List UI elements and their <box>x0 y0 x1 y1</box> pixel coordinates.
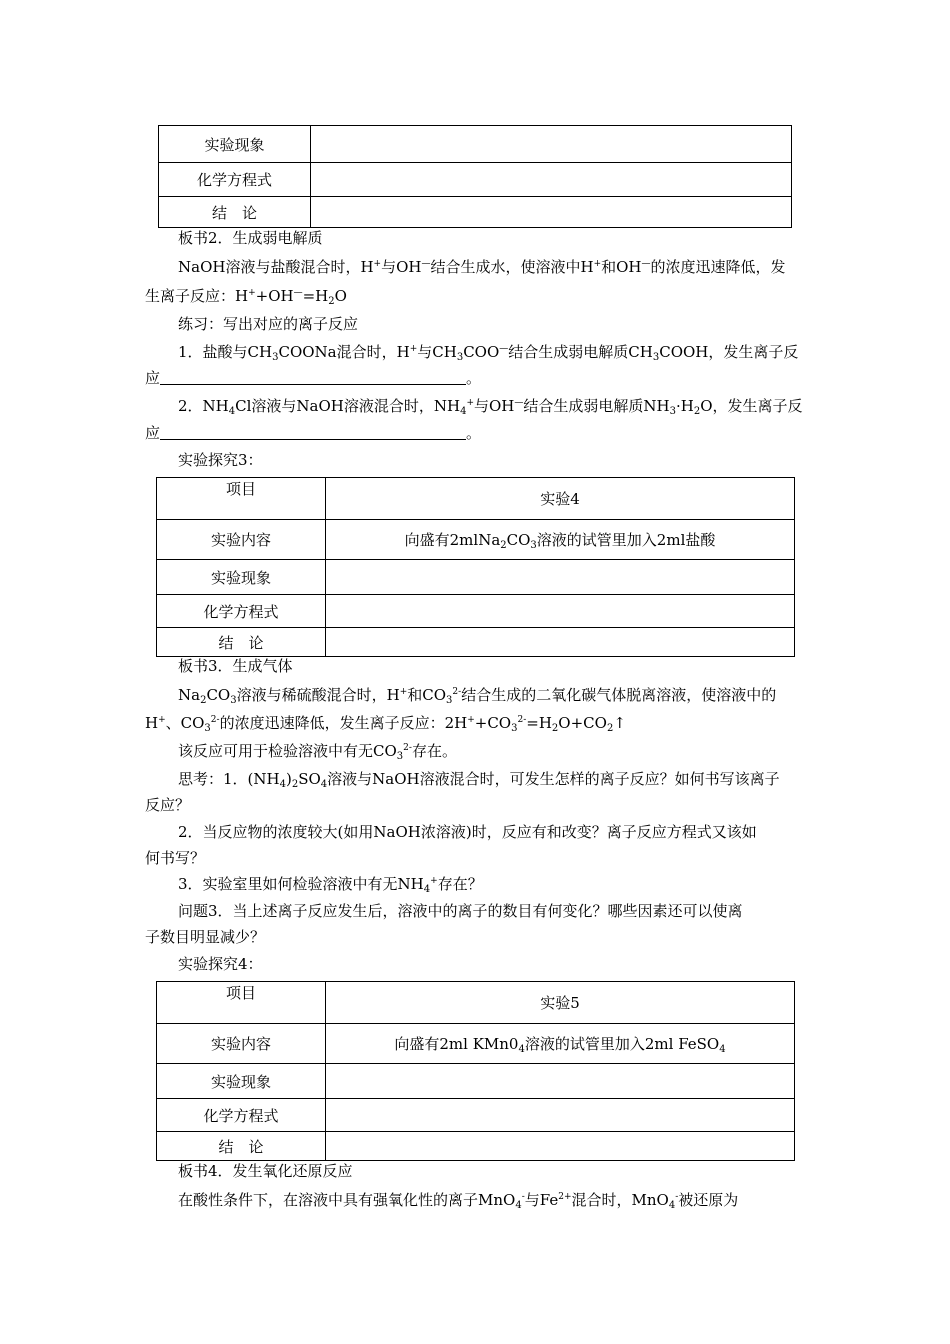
think-question-3: 3．实验室里如何检验溶液中有无$NH_4^+$存在？ <box>178 875 483 895</box>
table-label-conclusion: 结 论 <box>157 628 326 657</box>
experiment-table-2 <box>156 477 795 657</box>
paragraph-line: NaOH溶液与盐酸混合时，H+与OH—结合生成水，使溶液中H+和OH—的浓度迅速降低，发 <box>178 258 786 276</box>
experiment-table-1 <box>158 125 792 228</box>
table-cell-empty <box>326 1064 795 1099</box>
table-label-conclusion: 结 论 <box>159 197 311 228</box>
exercise-2-answer-line: 应 。 <box>145 424 482 442</box>
paragraph-line: H+、$CO_3^{2-}$的浓度迅速降低，发生离子反应：$2H^++CO_3^{2-}=H_2O+CO_2↑$ <box>145 714 626 734</box>
table-cell-content: 向盛有2ml $KMn0_4$溶液的试管里加入2ml FeSO$_4$ <box>326 1024 795 1064</box>
table-label-equation: 化学方程式 <box>159 163 311 197</box>
experiment-table-3 <box>156 981 795 1161</box>
answer-blank[interactable] <box>160 368 466 385</box>
board-heading-4: 板书4．发生氧化还原反应 <box>178 1162 353 1180</box>
think-question-1: 思考：1．$(NH_4)_2SO_4$溶液与NaOH溶液混合时，可发生怎样的离子反应？如何书写该离子 <box>178 770 780 790</box>
table-label-content: 实验内容 <box>157 1024 326 1064</box>
table-cell-empty <box>326 560 795 595</box>
paragraph-line: $Na_2CO_3$溶液与稀硫酸混合时，H+和$CO_3^{2-}$结合生成的二氧化碳气体脱离溶液，使溶液中的 <box>178 686 777 706</box>
table-label-phenomenon: 实验现象 <box>159 126 311 163</box>
paragraph-line: 子数目明显减少？ <box>145 928 266 946</box>
table-header-experiment: 实验4 <box>326 478 795 520</box>
explore-heading-4: 实验探究4： <box>178 955 263 973</box>
table-label-conclusion: 结 论 <box>157 1132 326 1161</box>
table-cell-content: 向盛有$2mlNa_2CO_3$溶液的试管里加入2ml盐酸 <box>326 520 795 560</box>
table-label-phenomenon: 实验现象 <box>157 560 326 595</box>
table-header-item: 项目 <box>157 982 326 1024</box>
board-heading-2: 板书2．生成弱电解质 <box>178 229 323 247</box>
table-header-item: 项目 <box>157 478 326 520</box>
table-label-equation: 化学方程式 <box>157 1099 326 1132</box>
table-cell-empty <box>311 163 792 197</box>
table-cell-empty <box>326 595 795 628</box>
table-label-content: 实验内容 <box>157 520 326 560</box>
exercise-1-answer-line: 应 。 <box>145 369 482 387</box>
table-label-equation: 化学方程式 <box>157 595 326 628</box>
explore-heading-3: 实验探究3： <box>178 451 263 469</box>
paragraph-line: 何书写？ <box>145 849 206 867</box>
paragraph-line: 生离子反应：$H^++OH^—=H_2O$ <box>145 287 347 307</box>
paragraph-line: 在酸性条件下，在溶液中具有强氧化性的离子MnO$_4$-与$Fe^{2+}$混合时，MnO$_4$-被还原为 <box>178 1191 739 1211</box>
paragraph-line: 该反应可用于检验溶液中有无$CO_3^{2-}$存在。 <box>178 742 457 762</box>
table-header-experiment: 实验5 <box>326 982 795 1024</box>
practice-heading: 练习：写出对应的离子反应 <box>178 315 359 333</box>
exercise-1: 1．盐酸与$CH_3COONa$混合时，H+与$CH_3COO^—$结合生成弱电解质$CH_3COOH$，发生离子反 <box>178 343 799 363</box>
answer-blank[interactable] <box>160 423 466 440</box>
question-3: 问题3．当上述离子反应发生后，溶液中的离子的数目有何变化？哪些因素还可以使离 <box>178 902 743 920</box>
paragraph-line: 反应？ <box>145 796 191 814</box>
table-cell-empty <box>311 197 792 228</box>
table-cell-empty <box>326 1099 795 1132</box>
table-cell-empty <box>311 126 792 163</box>
board-heading-3: 板书3．生成气体 <box>178 657 293 675</box>
table-label-phenomenon: 实验现象 <box>157 1064 326 1099</box>
exercise-2: 2．$NH_4Cl$溶液与NaOH溶液混合时，$NH_4^+$与OH—结合生成弱电解质$NH_3\cdot H_2O$，发生离子反 <box>178 397 803 417</box>
think-question-2: 2．当反应物的浓度较大(如用NaOH浓溶液)时，反应有和改变？离子反应方程式又该如 <box>178 823 757 841</box>
